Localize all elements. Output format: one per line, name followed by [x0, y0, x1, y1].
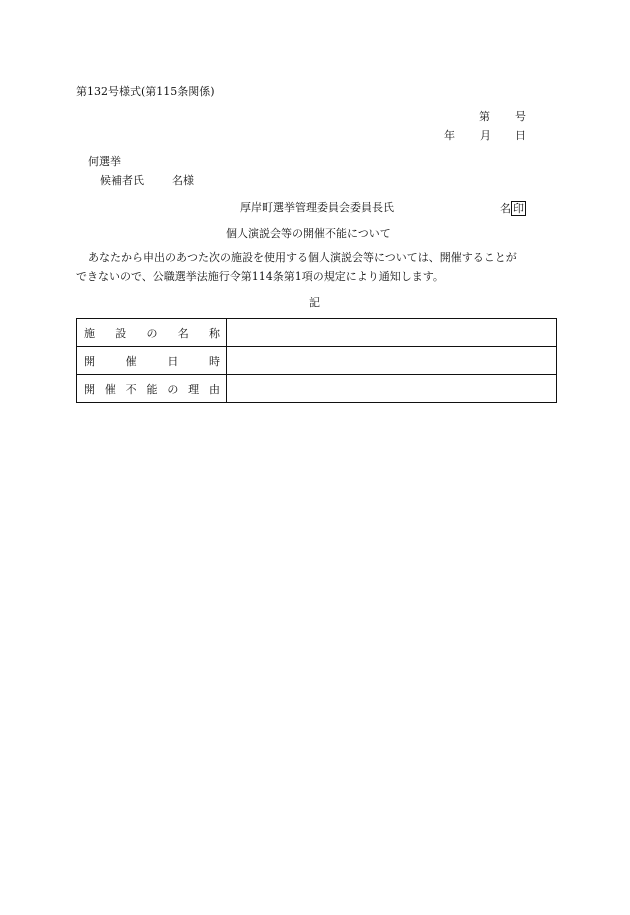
- label-char: 施: [84, 326, 95, 340]
- body-line-2: できないので、公職選挙法施行令第114条第1項の規定により通知します。: [76, 270, 444, 283]
- label-char: 開: [84, 354, 95, 368]
- addressee-candidate: 候補者氏: [100, 174, 144, 187]
- sender-name-line: [500, 201, 526, 216]
- date-month: 月: [480, 129, 491, 142]
- label-char: 名: [177, 326, 189, 340]
- label-char: の: [146, 326, 158, 340]
- form-header: 第132号様式(第115条関係): [76, 85, 215, 98]
- label-char: 日: [167, 354, 179, 368]
- document-number-suffix: 号: [515, 110, 526, 123]
- label-char: 由: [208, 382, 220, 396]
- document-title: 個人演説会等の開催不能について: [226, 227, 391, 240]
- label-char: 時: [208, 354, 220, 368]
- seal-mark: 印: [513, 202, 524, 215]
- label-char: 開: [84, 382, 95, 396]
- cancellation-reason-value: [227, 375, 557, 403]
- label-char: 称: [209, 326, 220, 340]
- label-char: 理: [188, 382, 200, 396]
- label-char: の: [167, 382, 179, 396]
- date-year: 年: [444, 129, 455, 142]
- cancellation-reason-label: [77, 375, 227, 403]
- label-char: 催: [104, 382, 116, 396]
- label-char: 催: [125, 354, 137, 368]
- label-char: 不: [125, 382, 137, 396]
- label-char: 設: [115, 326, 127, 340]
- table-row: [77, 347, 557, 375]
- addressee-election: 何選挙: [88, 155, 121, 168]
- event-datetime-label: [77, 347, 227, 375]
- facility-name-value: [227, 319, 557, 347]
- label-char: 能: [146, 382, 158, 396]
- table-row: [77, 375, 557, 403]
- table-row: [77, 319, 557, 347]
- sender-name-char: 名: [500, 202, 511, 215]
- document-number-prefix: 第: [479, 110, 490, 123]
- ki-heading: 記: [309, 296, 320, 309]
- details-table: [76, 318, 557, 403]
- event-datetime-value: [227, 347, 557, 375]
- date-day: 日: [515, 129, 526, 142]
- body-line-1: あなたから申出のあつた次の施設を使用する個人演説会等については、開催することが: [88, 251, 517, 264]
- facility-name-label: [77, 319, 227, 347]
- addressee-name-sama: 名様: [172, 174, 194, 187]
- sender-title: 厚岸町選挙管理委員会委員長氏: [240, 201, 394, 214]
